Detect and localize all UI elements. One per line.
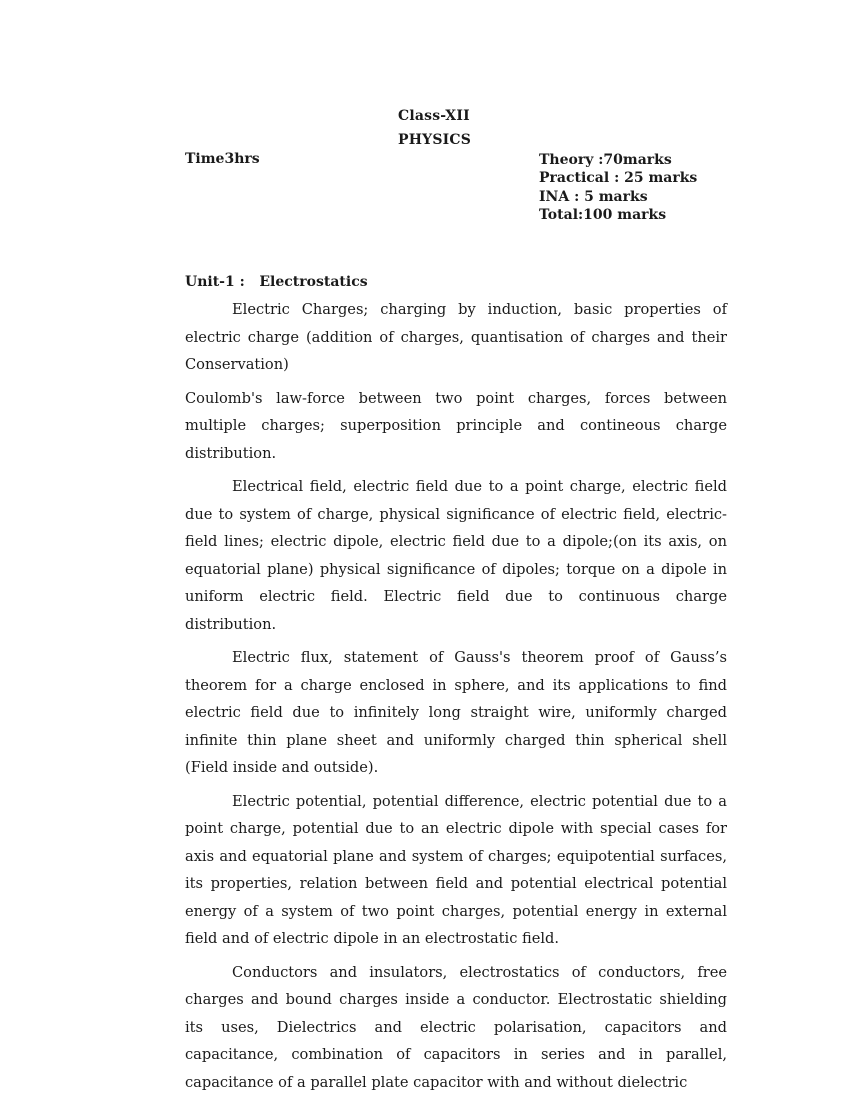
paragraph-electric-field: Electrical field, electric field due to a point charge, electric field due to system of charge, physical significance of electric field, electric-field lines; electric dipole, electric field due to a dipole;(on its axis, on equatorial plane) physical significance of dipoles; torque on a dipole in uniform electric field. Electric field due to continuous charge distribution. <box>185 478 727 633</box>
ina-marks: INA : 5 marks <box>539 188 648 205</box>
paragraph-conductors-insulators: Conductors and insulators, electrostatics of conductors, free charges and bound charges inside a conductor. Electrostatic shielding its uses, Dielectrics and electric polarisation, capacitors and capacitance, combination of capacitors in series and in parallel, capacitance of a parallel plate capacitor with and without dielectric <box>185 963 727 1091</box>
paragraph-electric-potential: Electric potential, potential difference, electric potential due to a point charge, potential due to an electric dipole with special cases for axis and equatorial plane and system of charges; equipotential surfaces, its properties, relation between field and potential electrical potential energy of a system of two point charges, potential energy in external field and of electric dipole in an electrostatic field. <box>185 792 727 947</box>
paragraph-electric-charges: Electric Charges; charging by induction, basic properties of electric charge (addition of charges, quantisation of charges and their Conservation) <box>185 301 727 373</box>
unit-heading: Unit-1 : Electrostatics <box>185 274 368 290</box>
exam-duration: Time3hrs <box>185 151 260 167</box>
class-title: Class-XII <box>398 108 470 124</box>
practical-marks: Practical : 25 marks <box>539 170 698 187</box>
paragraph-coulombs-law: Coulomb's law-force between two point charges, forces between multiple charges; superposition principle and contineous charge distribution. <box>185 389 727 462</box>
paragraph-electric-flux: Electric flux, statement of Gauss's theorem proof of Gauss’s theorem for a charge enclosed in sphere, and its applications to find electric field due to infinitely long straight wire, uniformly charged infinite thin plane sheet and uniformly charged thin spherical shell (Field inside and outside). <box>185 649 727 776</box>
theory-marks: Theory :70marks <box>539 152 672 168</box>
marks-breakdown <box>539 151 697 225</box>
unit-section <box>185 274 727 1102</box>
total-marks: Total:100 marks <box>539 207 667 224</box>
subject-title: PHYSICS <box>398 132 472 148</box>
